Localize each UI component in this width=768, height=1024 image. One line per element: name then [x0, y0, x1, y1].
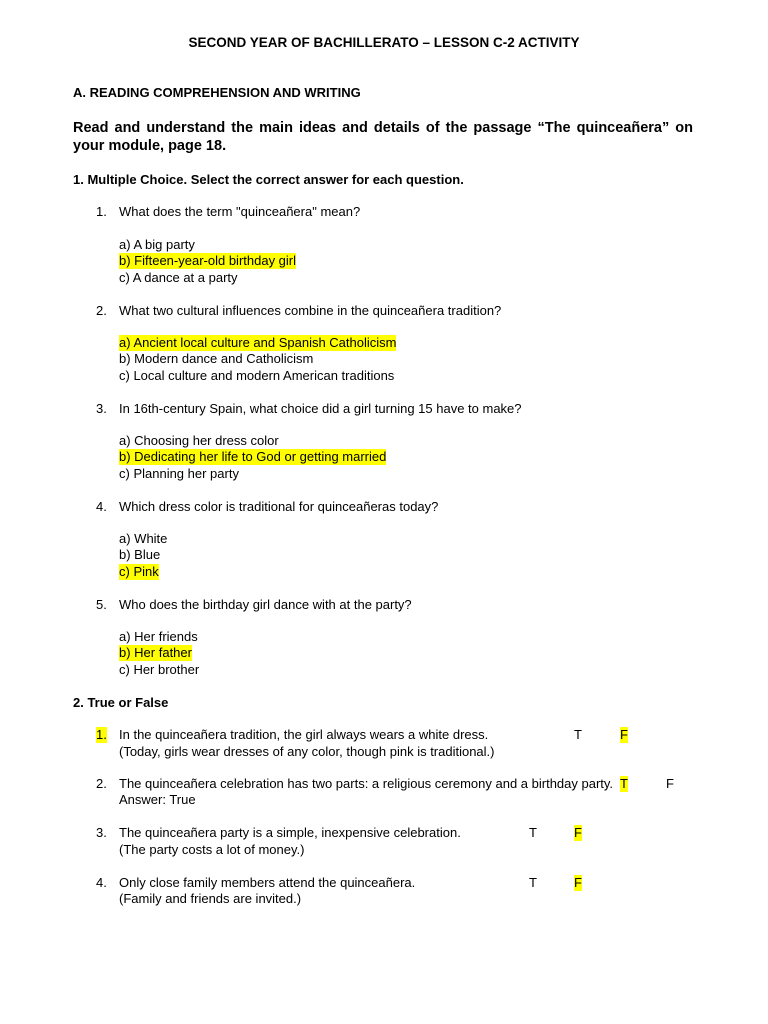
- option-c: c) A dance at a party: [119, 270, 238, 285]
- question-text: Which dress color is traditional for quinceañeras today?: [119, 499, 439, 514]
- question-text: In 16th-century Spain, what choice did a girl turning 15 have to make?: [119, 401, 522, 416]
- option-b-correct: b) Fifteen-year-old birthday girl: [119, 253, 297, 268]
- question-number: 3.: [96, 401, 107, 416]
- question-number: 4.: [96, 499, 107, 514]
- item-number-highlighted: 1.: [96, 727, 107, 742]
- option-a: a) White: [119, 531, 168, 546]
- option-c: c) Planning her party: [119, 466, 239, 481]
- option-c: c) Her brother: [119, 662, 200, 677]
- true-option: T: [574, 727, 582, 742]
- option-b: b) Modern dance and Catholicism: [119, 351, 314, 366]
- tf-explanation: (Today, girls wear dresses of any color, though pink is traditional.): [119, 744, 495, 759]
- option-a-correct: a) Ancient local culture and Spanish Catholicism: [119, 335, 397, 350]
- option-c-correct: c) Pink: [119, 564, 159, 579]
- option-a: a) Her friends: [119, 629, 198, 644]
- item-number: 4.: [96, 875, 107, 890]
- tf-statement: The quinceañera party is a simple, inexpensive celebration.: [119, 825, 461, 840]
- question-number: 2.: [96, 303, 107, 318]
- instruction-text: Read and understand the main ideas and details of the passage “The quinceañera” on your module, page 18.: [73, 120, 693, 154]
- question-text: What two cultural influences combine in the quinceañera tradition?: [119, 303, 502, 318]
- tf-statement: The quinceañera celebration has two parts: a religious ceremony and a birthday party.: [119, 776, 614, 791]
- part1-heading: 1. Multiple Choice. Select the correct answer for each question.: [73, 172, 464, 187]
- question-number: 1.: [96, 204, 107, 219]
- item-number: 2.: [96, 776, 107, 791]
- item-number: 3.: [96, 825, 107, 840]
- question-text: Who does the birthday girl dance with at the party?: [119, 597, 412, 612]
- part2-heading: 2. True or False: [73, 695, 169, 710]
- option-b-correct: b) Her father: [119, 645, 192, 660]
- false-option: F: [666, 776, 674, 791]
- true-option: T: [529, 875, 537, 890]
- option-b: b) Blue: [119, 547, 161, 562]
- option-c: c) Local culture and modern American traditions: [119, 368, 395, 383]
- page-title: SECOND YEAR OF BACHILLERATO – LESSON C-2 ACTIVITY: [188, 35, 580, 50]
- true-option-selected: T: [620, 776, 628, 791]
- tf-statement: Only close family members attend the quinceañera.: [119, 875, 416, 890]
- question-number: 5.: [96, 597, 107, 612]
- false-option-selected: F: [620, 727, 628, 742]
- option-b-correct: b) Dedicating her life to God or getting married: [119, 449, 387, 464]
- tf-explanation: (The party costs a lot of money.): [119, 842, 305, 857]
- tf-explanation: Answer: True: [119, 792, 196, 807]
- section-a-heading: A. READING COMPREHENSION AND WRITING: [73, 85, 361, 100]
- option-a: a) Choosing her dress color: [119, 433, 279, 448]
- false-option-selected: F: [574, 875, 582, 890]
- option-a: a) A big party: [119, 237, 195, 252]
- tf-explanation: (Family and friends are invited.): [119, 891, 302, 906]
- true-option: T: [529, 825, 537, 840]
- tf-statement: In the quinceañera tradition, the girl always wears a white dress.: [119, 727, 489, 742]
- question-text: What does the term "quinceañera" mean?: [119, 204, 361, 219]
- false-option-selected: F: [574, 825, 582, 840]
